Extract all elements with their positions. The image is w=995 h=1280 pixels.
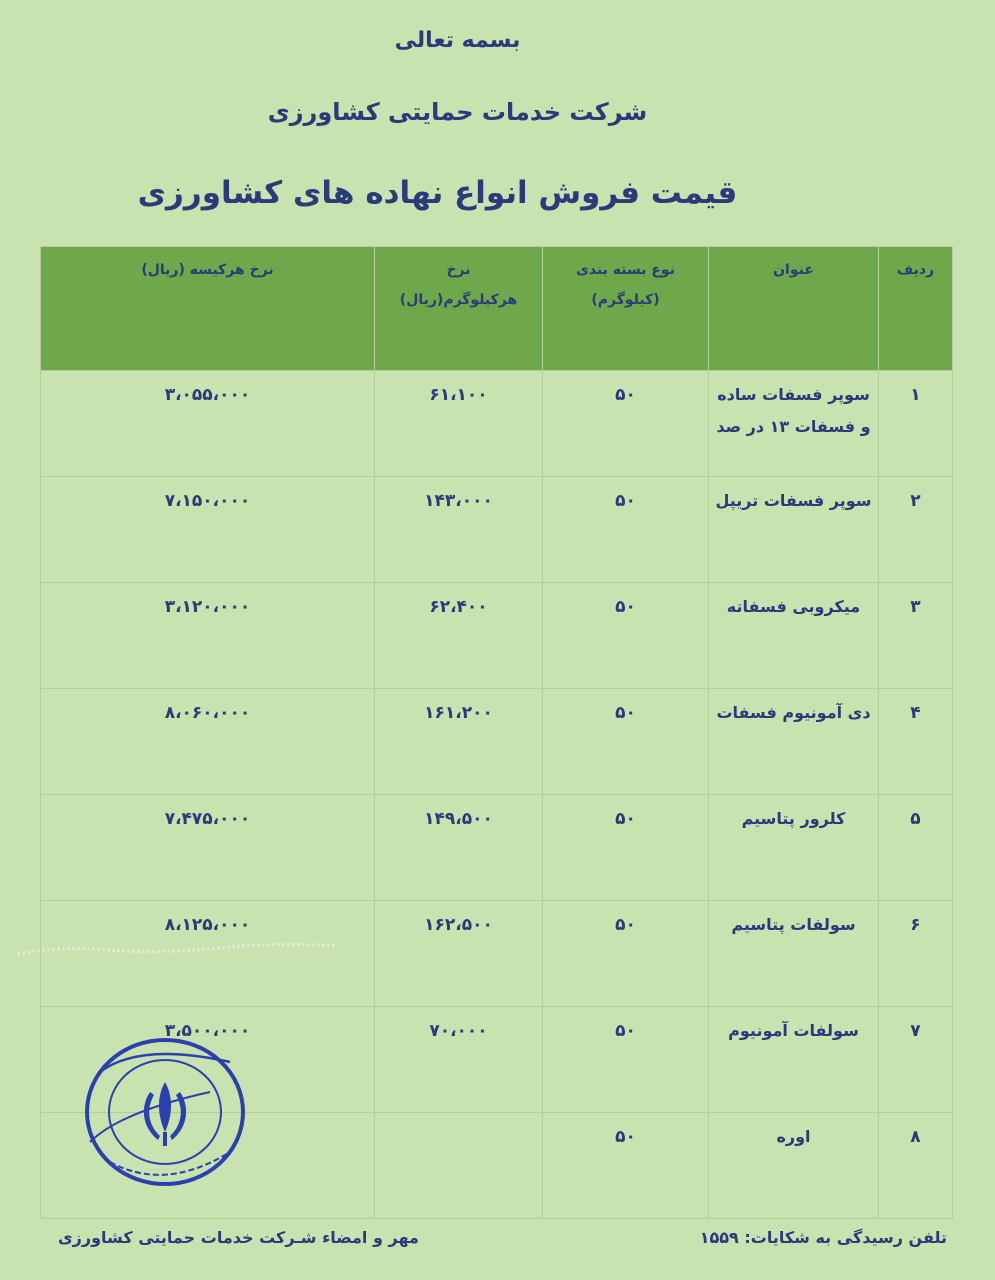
row-name: دی آمونیوم فسفات <box>709 689 879 795</box>
row-pack: ۵۰ <box>543 901 709 1007</box>
header-name: عنوان <box>709 247 879 371</box>
page-title: قیمت فروش انواع نهاده های کشاورزی <box>137 175 738 211</box>
row-price-kg: ۱۴۳،۰۰۰ <box>375 477 543 583</box>
table-row <box>41 371 953 477</box>
row-price-kg: ۶۱،۱۰۰ <box>375 371 543 477</box>
row-price-kg: ۷۰،۰۰۰ <box>375 1007 543 1113</box>
row-name: سولفات آمونیوم <box>709 1007 879 1113</box>
row-index: ۴ <box>879 689 953 795</box>
header-pack-line2: (کیلوگرم) <box>591 292 660 308</box>
row-price-kg: ۱۶۱،۲۰۰ <box>375 689 543 795</box>
bismillah-heading: بسمه تعالی <box>394 28 521 53</box>
row-index: ۶ <box>879 901 953 1007</box>
header-pack-line1: نوع بسته بندی <box>576 262 675 278</box>
row-pack: ۵۰ <box>543 1007 709 1113</box>
header-price-bag: نرخ هرکیسه (ریال) <box>41 247 375 371</box>
row-pack: ۵۰ <box>543 583 709 689</box>
table-row <box>41 583 953 689</box>
row-index: ۳ <box>879 583 953 689</box>
company-name: شرکت خدمات حمایتی کشاورزی <box>267 98 648 126</box>
table-row <box>41 795 953 901</box>
row-pack: ۵۰ <box>543 689 709 795</box>
row-price-bag: ۳،۵۰۰،۰۰۰ <box>41 1007 375 1113</box>
row-price-bag: ۳،۰۵۵،۰۰۰ <box>41 371 375 477</box>
header-pack <box>543 247 709 371</box>
signature-caption: مهر و امضاء شـرکت خدمات حمایتی کشاورزی <box>58 1228 419 1247</box>
row-index: ۵ <box>879 795 953 901</box>
row-pack: ۵۰ <box>543 371 709 477</box>
row-price-kg: ۶۲،۴۰۰ <box>375 583 543 689</box>
row-name: سوپر فسفات تریپل <box>709 477 879 583</box>
header-price-kg <box>375 247 543 371</box>
header-index: ردیف <box>879 247 953 371</box>
row-price-bag: ۳،۱۲۰،۰۰۰ <box>41 583 375 689</box>
smudge-mark <box>18 940 338 960</box>
row-index: ۷ <box>879 1007 953 1113</box>
row-name: میکروبی فسفاته <box>709 583 879 689</box>
row-price-bag: ۷،۱۵۰،۰۰۰ <box>41 477 375 583</box>
row-price-bag: ۸،۱۲۵،۰۰۰ <box>41 901 375 1007</box>
row-name: کلرور پتاسیم <box>709 795 879 901</box>
table-row <box>41 477 953 583</box>
row-name: اوره <box>709 1113 879 1219</box>
row-price-bag: ۸،۰۶۰،۰۰۰ <box>41 689 375 795</box>
row-index: ۱ <box>879 371 953 477</box>
row-index: ۲ <box>879 477 953 583</box>
table-row <box>41 689 953 795</box>
company-stamp-icon <box>80 1032 250 1192</box>
complaints-phone: تلفن رسیدگی به شکایات: ۱۵۵۹ <box>699 1228 947 1247</box>
header-kg-line2: هرکیلوگرم(ریال) <box>399 292 518 308</box>
row-price-kg: ۱۶۲،۵۰۰ <box>375 901 543 1007</box>
header-kg-line1: نرخ <box>446 262 471 278</box>
row-price-kg: ۱۴۹،۵۰۰ <box>375 795 543 901</box>
row-pack: ۵۰ <box>543 477 709 583</box>
row-name: سولفات پتاسیم <box>709 901 879 1007</box>
row-price-kg <box>375 1113 543 1219</box>
table-header-row <box>41 247 953 371</box>
row-name: سوپر فسفات ساده و فسفات ۱۳ در صد <box>709 371 879 477</box>
row-price-bag: ۷،۴۷۵،۰۰۰ <box>41 795 375 901</box>
row-pack: ۵۰ <box>543 795 709 901</box>
row-pack: ۵۰ <box>543 1113 709 1219</box>
row-index: ۸ <box>879 1113 953 1219</box>
